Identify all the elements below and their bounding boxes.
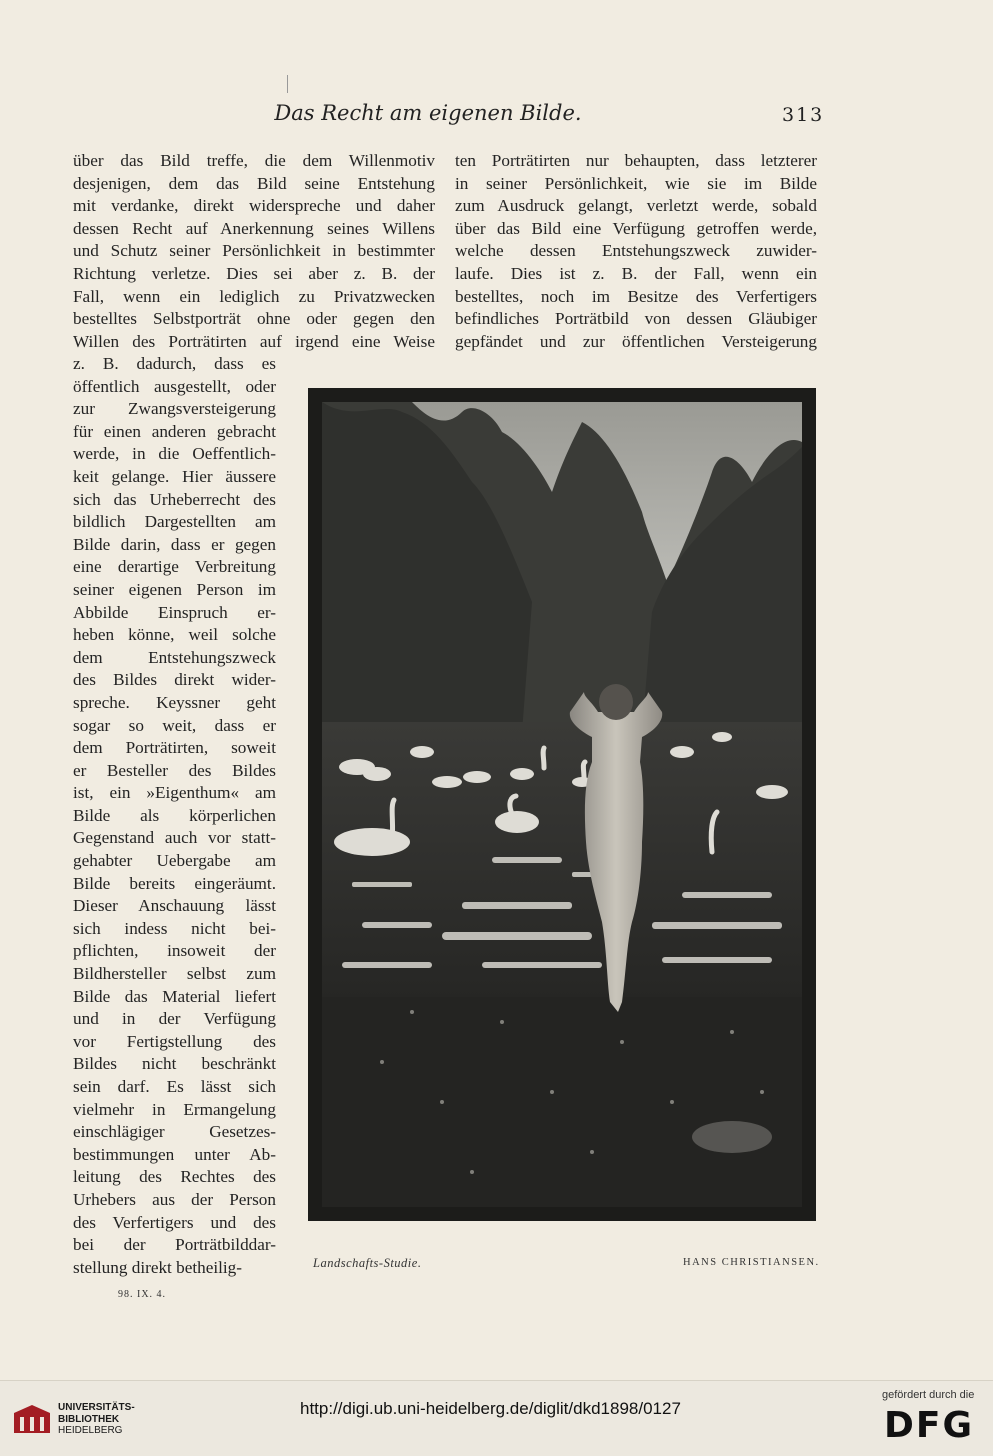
text-column-left-top <box>73 150 435 353</box>
text-line: welche dessen Entstehungszweck zuwider- <box>455 241 817 261</box>
library-line-2: BIBLIOTHEK <box>58 1413 120 1425</box>
photograph-frame <box>308 388 816 1221</box>
printer-signature: 98. IX. 4. <box>118 1289 167 1300</box>
text-line: bei der Porträtbilddar- <box>73 1235 276 1255</box>
text-line: ten Porträtirten nur behaupten, dass letzterer <box>455 151 817 170</box>
text-line: sich das Urheberrecht des <box>73 489 276 509</box>
text-line: Bildes nicht beschränkt <box>73 1054 276 1074</box>
text-line: Gegenstand auch vor statt- <box>73 828 276 848</box>
library-line-1: UNIVERSITÄTS- <box>58 1402 135 1413</box>
text-line: zur Zwangsversteigerung <box>73 399 276 419</box>
funding-label: gefördert durch die <box>882 1389 975 1401</box>
text-line: sogar so weit, dass er <box>73 715 276 735</box>
figure-caption-artist: HANS CHRISTIANSEN. <box>683 1257 820 1268</box>
text-line: und in der Verfügung <box>73 1009 276 1029</box>
text-line: gepfändet und zur öffentlichen Versteigerung <box>455 331 817 351</box>
dfg-logo: DFG <box>884 1405 975 1446</box>
text-line: eine derartige Verbreitung <box>73 557 276 577</box>
text-column-left-narrow <box>73 353 276 1279</box>
text-line: öffentlich ausgestellt, oder <box>73 376 276 396</box>
text-line: laufe. Dies ist z. B. der Fall, wenn ein <box>455 263 817 283</box>
text-line: seiner eigenen Person im <box>73 579 276 599</box>
text-line: keit gelange. Hier äussere <box>73 466 276 486</box>
page-number: 313 <box>782 104 825 126</box>
text-line: Willen des Porträtirten auf irgend eine Weise <box>73 331 435 351</box>
text-line: zum Ausdruck gelangt, verletzt werde, sobald <box>455 196 817 216</box>
text-line: Richtung verletze. Dies sei aber z. B. der <box>73 263 435 283</box>
text-line: des Verfertigers und des <box>73 1212 276 1232</box>
text-line: mit verdanke, direkt widerspreche und daher <box>73 196 435 216</box>
text-line: Fall, wenn ein lediglich zu Privatzwecken <box>73 286 435 306</box>
text-line: vor Fertigstellung des <box>73 1031 276 1051</box>
library-line-3: HEIDELBERG <box>58 1425 123 1436</box>
text-line: z. B. dadurch, dass es <box>73 354 276 373</box>
text-line: pflichten, insoweit der <box>73 941 276 961</box>
text-line: des Bildes direkt wider- <box>73 670 276 690</box>
text-line: gehabter Uebergabe am <box>73 851 276 871</box>
text-line: Urhebers aus der Person <box>73 1189 276 1209</box>
running-head-title: Das Recht am eigenen Bilde. <box>274 101 582 125</box>
scan-mark <box>287 75 288 93</box>
text-line: desjenigen, dem das Bild seine Entstehung <box>73 173 435 193</box>
text-line: ist, ein »Eigenthum« am <box>73 783 276 803</box>
text-line: dem Entstehungszweck <box>73 647 276 667</box>
permalink-url[interactable]: http://digi.ub.uni-heidelberg.de/diglit/dkd1898/0127 <box>300 1399 681 1418</box>
text-line: Bilde darin, dass er gegen <box>73 534 276 554</box>
text-line: spreche. Keyssner geht <box>73 692 276 712</box>
figure-caption-title: Landschafts-Studie. <box>313 1256 422 1270</box>
text-line: werde, in die Oeffentlich- <box>73 444 276 464</box>
text-line: Abbilde Einspruch er- <box>73 602 276 622</box>
text-line: bildlich Dargestellten am <box>73 512 276 532</box>
text-line: über das Bild eine Verfügung getroffen werde, <box>455 218 817 238</box>
text-line: Bilde bereits eingeräumt. <box>73 873 276 893</box>
text-line: er Besteller des Bildes <box>73 760 276 780</box>
swan-lake-photograph <box>322 402 802 1207</box>
text-line: Bilde als körperlichen <box>73 805 276 825</box>
text-line: Bildhersteller selbst zum <box>73 964 276 984</box>
text-line: für einen anderen gebracht <box>73 421 276 441</box>
text-line: über das Bild treffe, die dem Willenmotiv <box>73 151 435 170</box>
text-line: bestimmungen unter Ab- <box>73 1144 276 1164</box>
university-library-name <box>58 1402 135 1437</box>
text-line: und Schutz seiner Persönlichkeit in bestimmter <box>73 241 435 261</box>
text-line: in seiner Persönlichkeit, wie sie im Bilde <box>455 173 817 193</box>
text-line: dem Porträtirten, soweit <box>73 738 276 758</box>
text-line: befindliches Porträtbild von dessen Gläubiger <box>455 309 817 329</box>
university-library-logo-icon <box>12 1403 52 1437</box>
text-line: vielmehr in Ermangelung <box>73 1099 276 1119</box>
text-line: sich indess nicht bei- <box>73 918 276 938</box>
text-line: leitung des Rechtes des <box>73 1167 276 1187</box>
text-line: dessen Recht auf Anerkennung seines Willens <box>73 218 435 238</box>
text-line: stellung direkt betheilig- <box>73 1257 242 1277</box>
text-line: Dieser Anschauung lässt <box>73 896 276 916</box>
text-column-right-top <box>455 150 817 353</box>
text-line: Bilde das Material liefert <box>73 986 276 1006</box>
text-line: bestelltes Selbstporträt ohne oder gegen den <box>73 309 435 329</box>
text-line: bestelltes, noch im Besitze des Verfertigers <box>455 286 817 306</box>
text-line: sein darf. Es lässt sich <box>73 1077 276 1096</box>
text-line: einschlägiger Gesetzes- <box>73 1122 276 1142</box>
text-line: heben könne, weil solche <box>73 625 276 645</box>
